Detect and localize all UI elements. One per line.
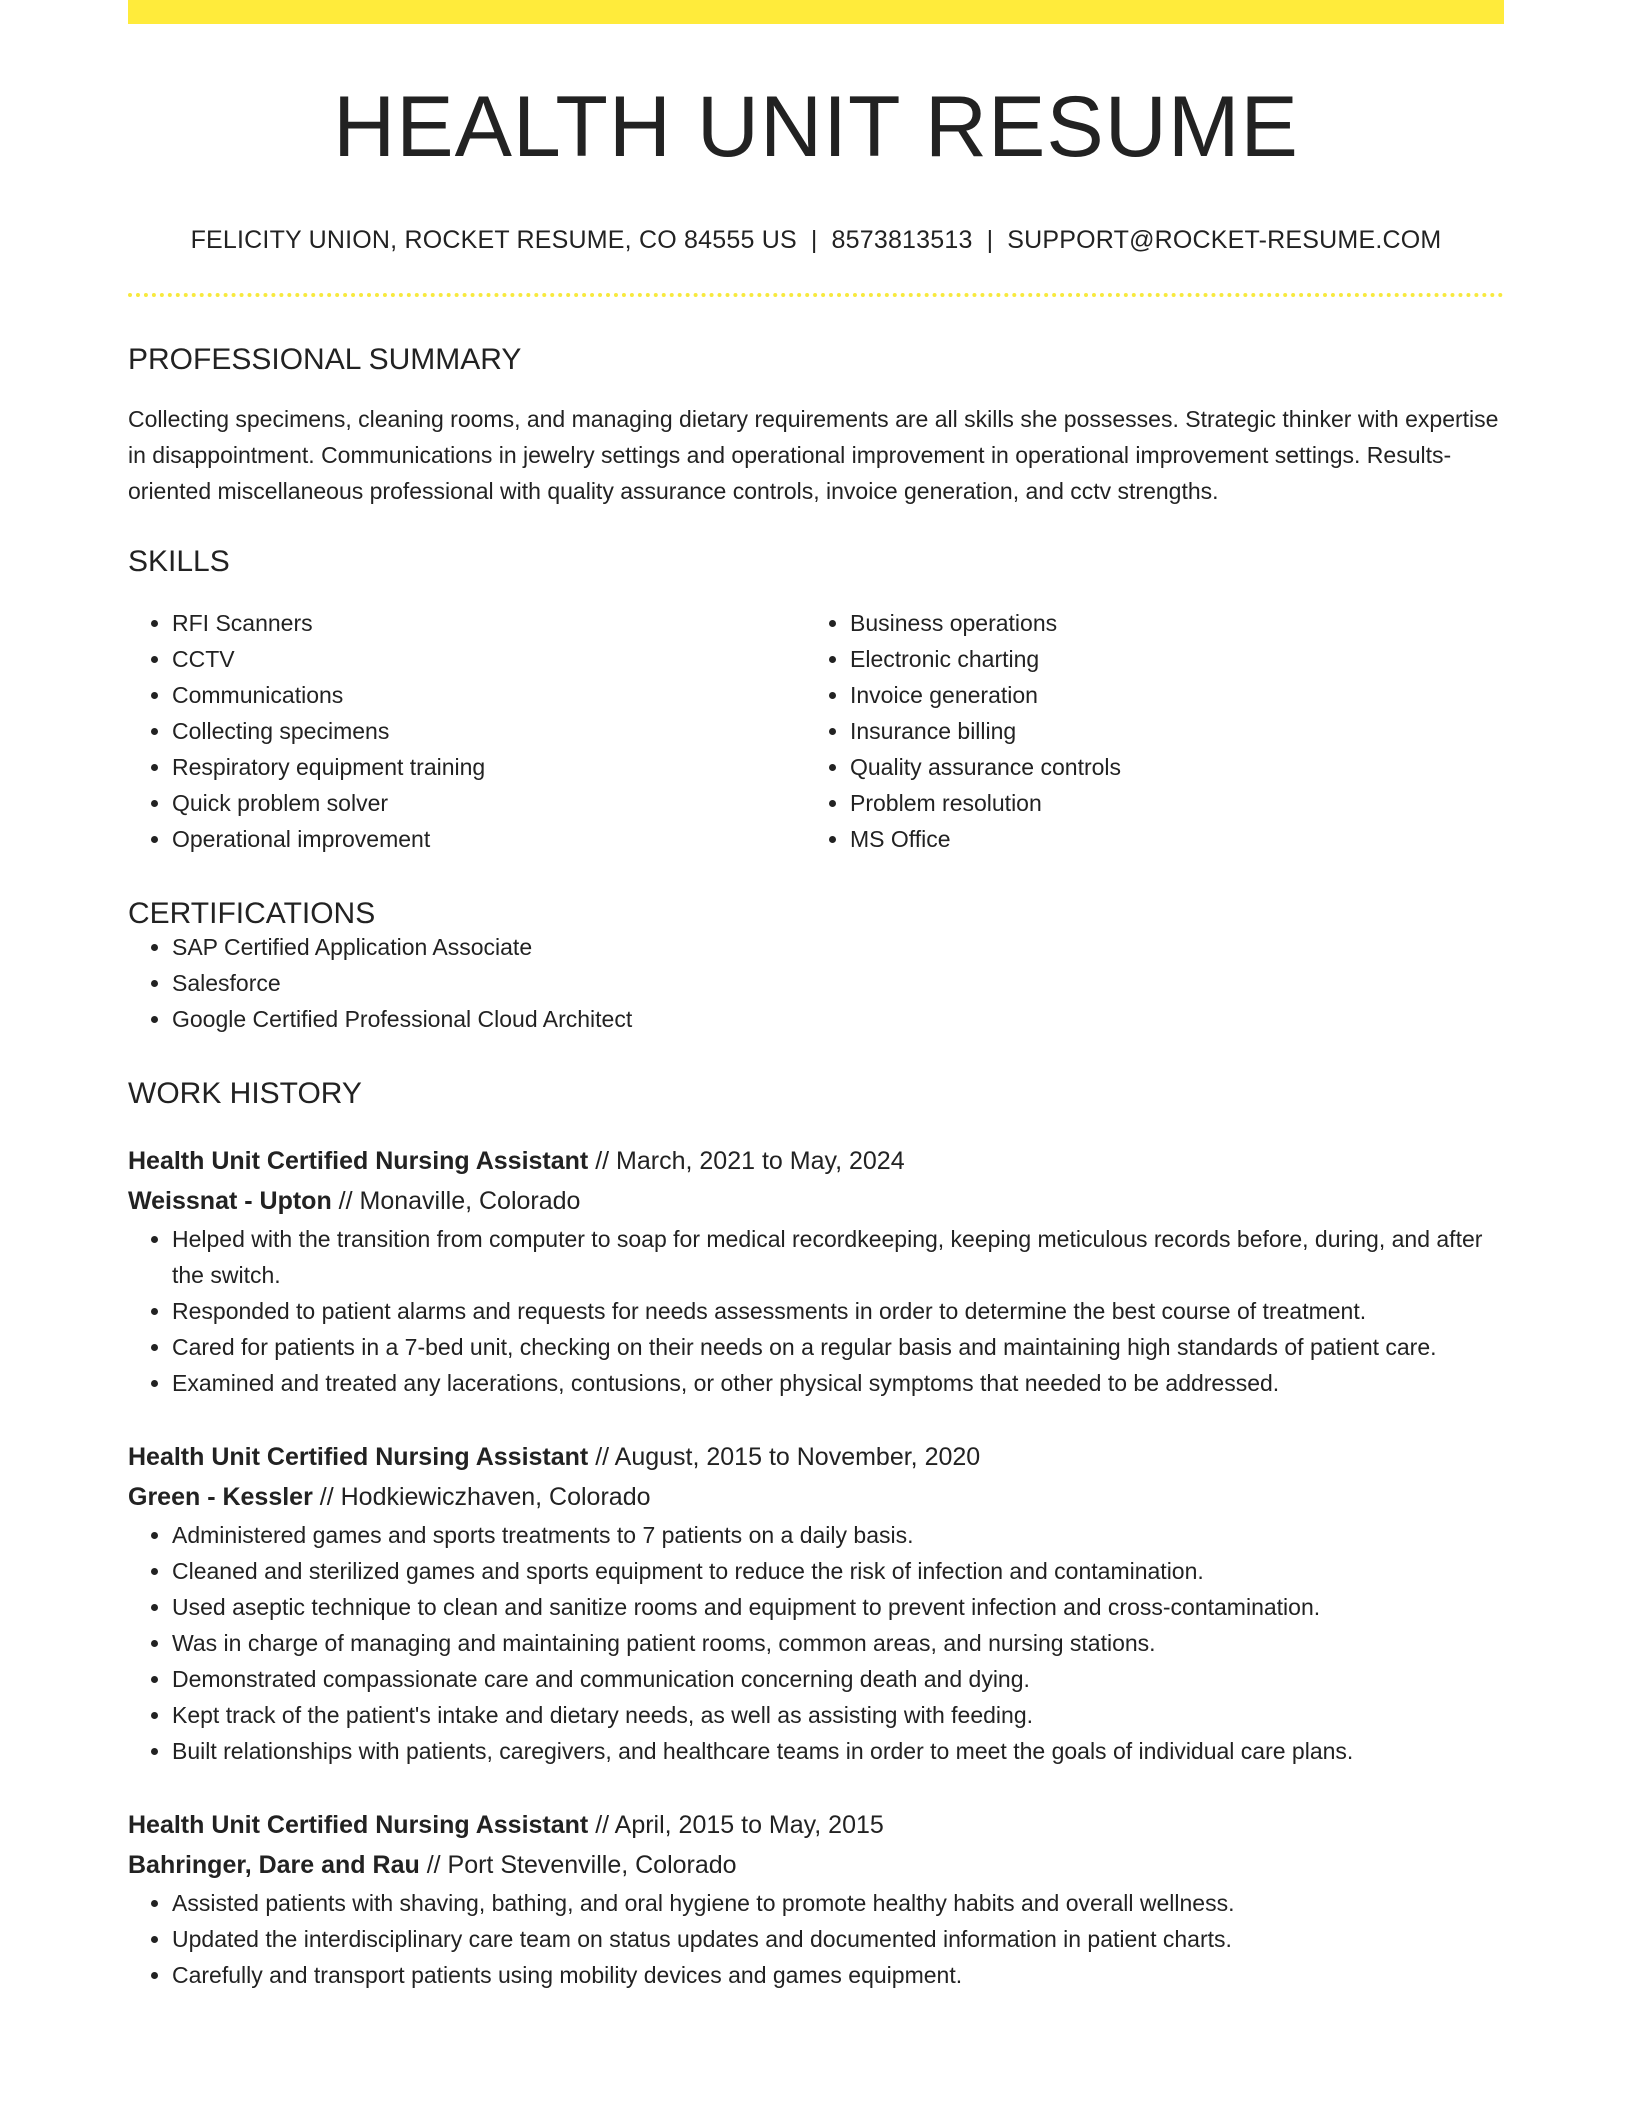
- skills-list: [128, 605, 1504, 857]
- job-company: Bahringer, Dare and Rau: [128, 1851, 420, 1879]
- job-role: Health Unit Certified Nursing Assistant: [128, 1443, 589, 1471]
- job-duties-list: [128, 1517, 1504, 1769]
- job-entry: [128, 1805, 1504, 1993]
- contact-line: [128, 228, 1504, 253]
- skill-item: • Respiratory equipment training: [172, 749, 806, 785]
- job-duty-item: • Helped with the transition from computer to soap for medical recordkeeping, keeping meticulous records before, during, and after the switch.: [172, 1221, 1504, 1293]
- certification-item: • SAP Certified Application Associate: [172, 929, 1504, 965]
- skill-item: • MS Office: [850, 821, 1484, 857]
- skill-item: • Business operations: [850, 605, 1484, 641]
- job-location: // Monaville, Colorado: [331, 1187, 581, 1215]
- job-duties-list: [128, 1221, 1504, 1401]
- contact-phone: 8573813513: [831, 226, 973, 254]
- job-duty-item: • Used aseptic technique to clean and sanitize rooms and equipment to prevent infection and cross-contamination.: [172, 1589, 1504, 1625]
- job-duty-item: • Administered games and sports treatments to 7 patients on a daily basis.: [172, 1517, 1504, 1553]
- job-entry: [128, 1437, 1504, 1769]
- job-duty-item: • Carefully and transport patients using mobility devices and games equipment.: [172, 1957, 1504, 1993]
- job-location: // Port Stevenville, Colorado: [419, 1851, 737, 1879]
- job-title-line: [128, 1141, 1504, 1181]
- certification-item: • Salesforce: [172, 965, 1504, 1001]
- job-location: // Hodkiewiczhaven, Colorado: [312, 1483, 651, 1511]
- skill-item: • Problem resolution: [850, 785, 1484, 821]
- skills-column-right: [806, 605, 1484, 857]
- job-duty-item: • Demonstrated compassionate care and communication concerning death and dying.: [172, 1661, 1504, 1697]
- job-company: Weissnat - Upton: [128, 1187, 332, 1215]
- job-duties-list: [128, 1885, 1504, 1993]
- skill-item: • Invoice generation: [850, 677, 1484, 713]
- job-dates: // August, 2015 to November, 2020: [588, 1443, 981, 1471]
- certifications-list: [128, 929, 1504, 1037]
- contact-email: SUPPORT@ROCKET-RESUME.COM: [1007, 226, 1442, 254]
- job-duty-item: • Was in charge of managing and maintaining patient rooms, common areas, and nursing stations.: [172, 1625, 1504, 1661]
- skill-item: • Quick problem solver: [172, 785, 806, 821]
- skill-item: • Insurance billing: [850, 713, 1484, 749]
- job-title-line: [128, 1437, 1504, 1477]
- skill-item: • Collecting specimens: [172, 713, 806, 749]
- job-duty-item: • Responded to patient alarms and requests for needs assessments in order to determine the best course of treatment.: [172, 1293, 1504, 1329]
- job-duty-item: • Cared for patients in a 7-bed unit, checking on their needs on a regular basis and maintaining high standards of patient care.: [172, 1329, 1504, 1365]
- job-duty-item: • Examined and treated any lacerations, contusions, or other physical symptoms that needed to be addressed.: [172, 1365, 1504, 1401]
- job-company-line: [128, 1845, 1504, 1885]
- skill-item: • RFI Scanners: [172, 605, 806, 641]
- resume-title: HEALTH UNIT RESUME: [333, 79, 1299, 175]
- skill-item: • Quality assurance controls: [850, 749, 1484, 785]
- job-duty-item: • Cleaned and sterilized games and sports equipment to reduce the risk of infection and contamination.: [172, 1553, 1504, 1589]
- job-role: Health Unit Certified Nursing Assistant: [128, 1811, 589, 1839]
- job-entry: [128, 1141, 1504, 1401]
- job-company: Green - Kessler: [128, 1483, 313, 1511]
- skill-item: • Electronic charting: [850, 641, 1484, 677]
- summary-text: Collecting specimens, cleaning rooms, and managing dietary requirements are all skills she possesses. Strategic thinker with expertise in disappointment. Communications in jewelry settings and operational improvement in operational improvement settings. Results-oriented miscellaneous professional with quality assurance controls, invoice generation, and cctv strengths.: [128, 406, 1499, 504]
- resume-page: [128, 0, 1504, 1993]
- job-title-line: [128, 1805, 1504, 1845]
- job-company-line: [128, 1477, 1504, 1517]
- contact-address: FELICITY UNION, ROCKET RESUME, CO 84555 US: [190, 226, 797, 254]
- job-duty-item: • Kept track of the patient's intake and dietary needs, as well as assisting with feeding.: [172, 1697, 1504, 1733]
- skill-item: • CCTV: [172, 641, 806, 677]
- skills-column-left: [128, 605, 806, 857]
- summary-heading: PROFESSIONAL SUMMARY: [128, 343, 522, 376]
- job-dates: // April, 2015 to May, 2015: [588, 1811, 884, 1839]
- skill-item: • Communications: [172, 677, 806, 713]
- job-role: Health Unit Certified Nursing Assistant: [128, 1147, 589, 1175]
- job-duty-item: • Assisted patients with shaving, bathing, and oral hygiene to promote healthy habits and overall wellness.: [172, 1885, 1504, 1921]
- work-history-list: [128, 1141, 1504, 1993]
- job-duty-item: • Built relationships with patients, caregivers, and healthcare teams in order to meet the goals of individual care plans.: [172, 1733, 1504, 1769]
- accent-bar: [128, 0, 1504, 24]
- job-duty-item: • Updated the interdisciplinary care team on status updates and documented information in patient charts.: [172, 1921, 1504, 1957]
- certifications-heading: CERTIFICATIONS: [128, 897, 376, 930]
- dotted-divider: [128, 293, 1504, 297]
- job-dates: // March, 2021 to May, 2024: [588, 1147, 905, 1175]
- certification-item: • Google Certified Professional Cloud Architect: [172, 1001, 1504, 1037]
- skill-item: • Operational improvement: [172, 821, 806, 857]
- contact-separator: |: [986, 226, 994, 254]
- work-history-heading: WORK HISTORY: [128, 1077, 362, 1110]
- contact-separator: |: [810, 226, 818, 254]
- skills-heading: SKILLS: [128, 545, 230, 578]
- job-company-line: [128, 1181, 1504, 1221]
